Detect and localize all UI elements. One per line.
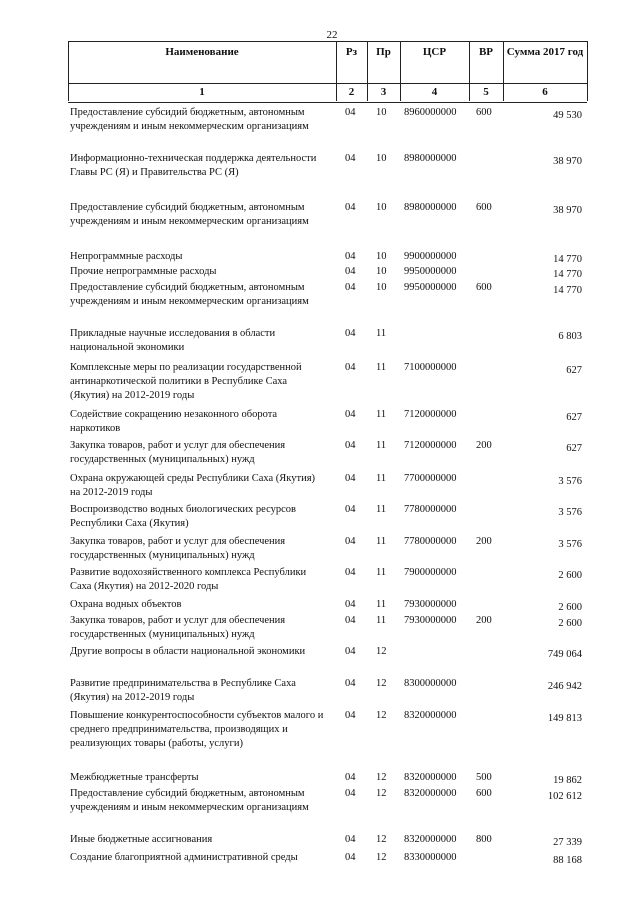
header-name: Наименование: [165, 46, 239, 58]
row-csr: 7930000000: [404, 599, 457, 610]
row-name-line: Межбюджетные трансферты: [70, 772, 199, 783]
row-name-line: среднего предпринимательства, производящих и: [70, 724, 288, 735]
row-rz: 04: [345, 772, 356, 783]
row-name-line: Иные бюджетные ассигнования: [70, 834, 213, 845]
row-sum: 14 770: [553, 269, 582, 280]
row-name-line: учреждениям и иным некоммерческим организациям: [70, 296, 309, 307]
row-name-line: Предоставление субсидий бюджетным, автономным: [70, 202, 305, 213]
row-vr: 800: [476, 834, 492, 845]
row-name-line: национальной экономики: [70, 342, 185, 353]
row-name-line: Закупка товаров, работ и услуг для обеспечения: [70, 440, 286, 451]
row-name-line: учреждениям и иным некоммерческим организациям: [70, 121, 309, 132]
row-csr: 8300000000: [404, 678, 457, 689]
row-rz: 04: [345, 362, 356, 373]
row-name-line: учреждениям и иным некоммерческим организациям: [70, 216, 309, 227]
header-number: 2: [348, 86, 355, 98]
row-csr: 7120000000: [404, 440, 457, 451]
row-rz: 04: [345, 202, 356, 213]
row-vr: 200: [476, 615, 492, 626]
row-pr: 12: [376, 710, 387, 721]
row-sum: 749 064: [547, 649, 582, 660]
row-name-line: реализующих товары (работы, услуги): [70, 738, 243, 749]
row-sum: 246 942: [547, 681, 582, 692]
row-rz: 04: [345, 504, 356, 515]
row-name-line: Прочие непрограммные расходы: [70, 266, 217, 277]
row-csr: 8320000000: [404, 772, 457, 783]
row-rz: 04: [345, 107, 356, 118]
row-csr: 7930000000: [404, 615, 457, 626]
row-rz: 04: [345, 615, 356, 626]
row-name-line: Развитие предпринимательства в Республике Саха: [70, 678, 296, 689]
row-sum: 3 576: [558, 476, 582, 487]
row-name-line: Охрана окружающей среды Республики Саха (Якутия): [70, 473, 316, 484]
row-vr: 600: [476, 282, 492, 293]
row-name-line: Информационно-техническая поддержка деятельности: [70, 153, 317, 164]
row-sum: 2 600: [558, 570, 582, 581]
row-csr: 8320000000: [404, 834, 457, 845]
row-name-line: (Якутия) на 2012-2019 годы: [70, 390, 195, 401]
row-pr: 10: [376, 266, 387, 277]
row-pr: 11: [376, 599, 387, 610]
row-pr: 10: [376, 251, 387, 262]
row-name-line: (Якутия) на 2012-2019 годы: [70, 692, 195, 703]
row-csr: 7900000000: [404, 567, 457, 578]
row-pr: 11: [376, 328, 387, 339]
row-name-line: Закупка товаров, работ и услуг для обеспечения: [70, 615, 286, 626]
row-pr: 12: [376, 772, 387, 783]
row-name-line: государственных (муниципальных) нужд: [70, 550, 255, 561]
row-pr: 10: [376, 282, 387, 293]
row-rz: 04: [345, 153, 356, 164]
row-name-line: Саха (Якутия) на 2012-2020 годы: [70, 581, 219, 592]
row-name-line: Развитие водохозяйственного комплекса Республики: [70, 567, 307, 578]
row-pr: 10: [376, 153, 387, 164]
row-rz: 04: [345, 328, 356, 339]
row-rz: 04: [345, 251, 356, 262]
row-pr: 11: [376, 473, 387, 484]
row-sum: 2 600: [558, 618, 582, 629]
row-csr: 8980000000: [404, 153, 457, 164]
row-sum: 14 770: [553, 285, 582, 296]
row-rz: 04: [345, 599, 356, 610]
row-pr: 12: [376, 678, 387, 689]
row-vr: 600: [476, 107, 492, 118]
header-number: 4: [431, 86, 438, 98]
row-name-line: Республики Саха (Якутия): [70, 518, 189, 529]
header-sum: Сумма 2017 год: [506, 46, 584, 58]
row-name-line: Охрана водных объектов: [70, 599, 182, 610]
row-name-line: Содействие сокращению незаконного оборота: [70, 409, 278, 420]
row-sum: 49 530: [553, 110, 582, 121]
header-number-row-line: [68, 83, 587, 84]
row-name-line: Прикладные научные исследования в области: [70, 328, 276, 339]
row-name-line: антинаркотической политики в Республике Саха: [70, 376, 288, 387]
row-rz: 04: [345, 266, 356, 277]
row-name-line: Создание благоприятной административной среды: [70, 852, 298, 863]
row-sum: 627: [566, 412, 582, 423]
row-rz: 04: [345, 409, 356, 420]
row-rz: 04: [345, 282, 356, 293]
row-name-line: Предоставление субсидий бюджетным, автономным: [70, 282, 305, 293]
header-number: 6: [542, 86, 548, 98]
row-vr: 500: [476, 772, 492, 783]
row-rz: 04: [345, 678, 356, 689]
row-sum: 102 612: [547, 791, 582, 802]
row-vr: 600: [476, 202, 492, 213]
row-name-line: Другие вопросы в области национальной экономики: [70, 646, 306, 657]
row-name-line: Предоставление субсидий бюджетным, автономным: [70, 788, 305, 799]
row-csr: 7120000000: [404, 409, 457, 420]
row-sum: 627: [566, 365, 582, 376]
row-name-line: Закупка товаров, работ и услуг для обеспечения: [70, 536, 286, 547]
row-pr: 12: [376, 834, 387, 845]
row-csr: 7780000000: [404, 504, 457, 515]
row-pr: 11: [376, 567, 387, 578]
row-sum: 3 576: [558, 539, 582, 550]
row-vr: 200: [476, 440, 492, 451]
row-pr: 11: [376, 409, 387, 420]
row-name-line: Главы РС (Я) и Правительства РС (Я): [70, 167, 239, 178]
row-csr: 8980000000: [404, 202, 457, 213]
row-name-line: Воспроизводство водных биологических ресурсов: [70, 504, 296, 515]
page-number: 22: [326, 29, 338, 41]
header-number: 3: [380, 86, 387, 98]
row-rz: 04: [345, 788, 356, 799]
row-sum: 88 168: [553, 855, 582, 866]
row-csr: 7100000000: [404, 362, 457, 373]
row-sum: 3 576: [558, 507, 582, 518]
row-rz: 04: [345, 646, 356, 657]
row-csr: 9950000000: [404, 266, 457, 277]
row-sum: 27 339: [553, 837, 582, 848]
row-pr: 12: [376, 646, 387, 657]
row-pr: 10: [376, 107, 387, 118]
row-rz: 04: [345, 473, 356, 484]
row-sum: 2 600: [558, 602, 582, 613]
row-rz: 04: [345, 440, 356, 451]
row-sum: 149 813: [547, 713, 582, 724]
row-sum: 38 970: [553, 205, 582, 216]
row-name-line: государственных (муниципальных) нужд: [70, 454, 255, 465]
row-rz: 04: [345, 852, 356, 863]
row-rz: 04: [345, 567, 356, 578]
row-csr: 8320000000: [404, 710, 457, 721]
row-vr: 200: [476, 536, 492, 547]
row-sum: 38 970: [553, 156, 582, 167]
row-name-line: государственных (муниципальных) нужд: [70, 629, 255, 640]
row-name-line: наркотиков: [70, 423, 121, 434]
row-csr: 8320000000: [404, 788, 457, 799]
header-vr: ВР: [478, 46, 494, 58]
row-rz: 04: [345, 536, 356, 547]
row-sum: 19 862: [553, 775, 582, 786]
row-name-line: Повышение конкурентоспособности субъектов малого и: [70, 710, 324, 721]
row-csr: 8960000000: [404, 107, 457, 118]
row-rz: 04: [345, 834, 356, 845]
row-name-line: Непрограммные расходы: [70, 251, 183, 262]
header-number: 5: [483, 86, 489, 98]
row-csr: 7780000000: [404, 536, 457, 547]
row-name-line: Предоставление субсидий бюджетным, автономным: [70, 107, 305, 118]
row-vr: 600: [476, 788, 492, 799]
row-pr: 12: [376, 788, 387, 799]
row-csr: 9900000000: [404, 251, 457, 262]
row-pr: 11: [376, 615, 387, 626]
row-csr: 9950000000: [404, 282, 457, 293]
row-pr: 11: [376, 536, 387, 547]
header-border-right: [587, 41, 588, 101]
row-name-line: Комплексные меры по реализации государственной: [70, 362, 302, 373]
row-sum: 6 803: [558, 331, 582, 342]
row-csr: 8330000000: [404, 852, 457, 863]
row-pr: 11: [376, 440, 387, 451]
row-pr: 12: [376, 852, 387, 863]
row-name-line: учреждениям и иным некоммерческим организациям: [70, 802, 309, 813]
row-csr: 7700000000: [404, 473, 457, 484]
row-sum: 14 770: [553, 254, 582, 265]
row-pr: 10: [376, 202, 387, 213]
header-number: 1: [199, 86, 205, 98]
row-rz: 04: [345, 710, 356, 721]
row-sum: 627: [566, 443, 582, 454]
header-pr: Пр: [376, 46, 391, 58]
row-pr: 11: [376, 504, 387, 515]
header-csr: ЦСР: [422, 46, 447, 58]
header-rz: Рз: [345, 46, 358, 58]
row-name-line: на 2012-2019 годы: [70, 487, 153, 498]
row-pr: 11: [376, 362, 387, 373]
